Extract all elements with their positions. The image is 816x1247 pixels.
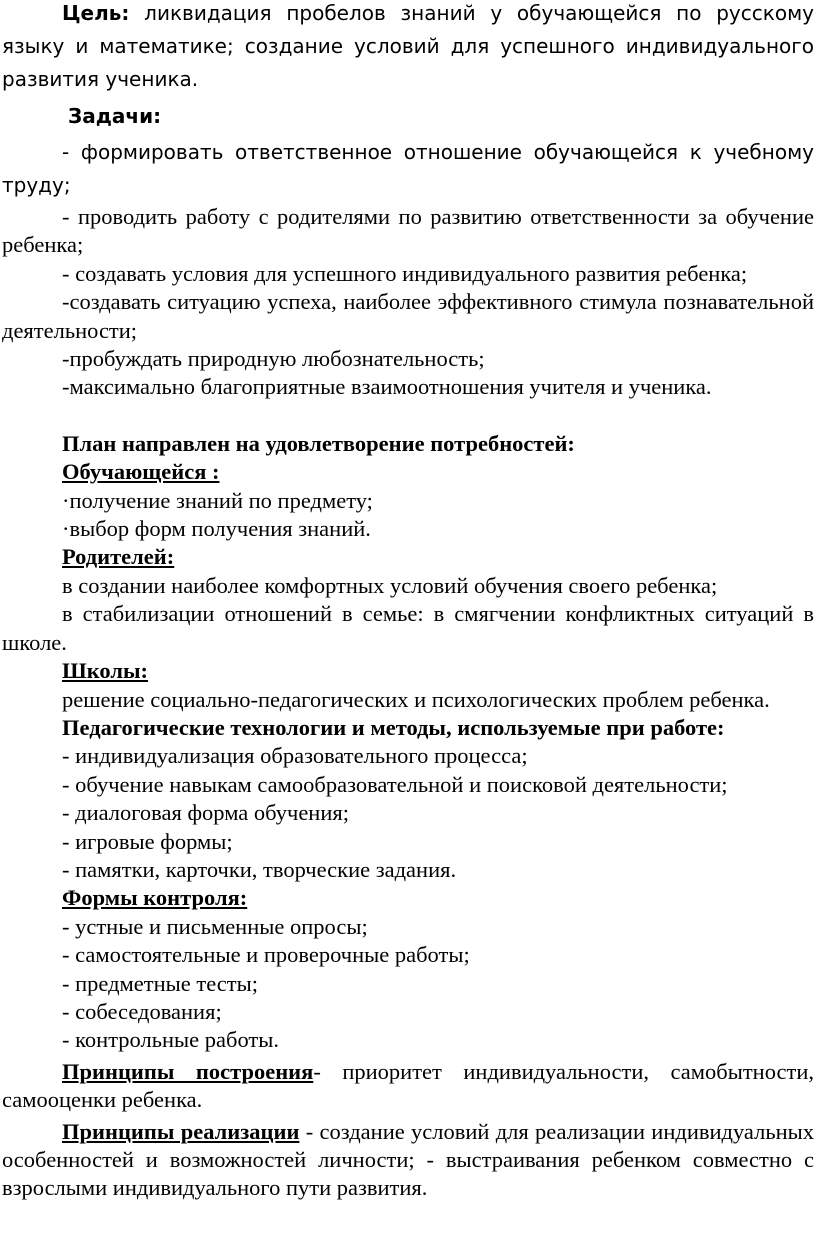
plan-title: План направлен на удовлетворение потребностей: xyxy=(62,430,575,456)
tasks-title: Задачи: xyxy=(68,104,162,128)
goal-label: Цель: xyxy=(62,1,130,25)
control-item: - контрольные работы. xyxy=(62,1027,279,1053)
principles-build-text: - приоритет индивидуальности, самобытности, самооценки ребенка. xyxy=(2,1058,815,1113)
task-item: - проводить работу с родителями по развитию ответственности за обучение ребенка; xyxy=(2,204,814,258)
methods-item: - памятки, карточки, творческие задания. xyxy=(62,856,457,882)
methods-item: - игровые формы; xyxy=(62,828,233,854)
plan-school-item: решение социально-педагогических и психологических проблем ребенка. xyxy=(62,686,770,712)
control-title: Формы контроля: xyxy=(62,885,248,911)
control-item: - устные и письменные опросы; xyxy=(62,913,368,939)
plan-school-label: Школы: xyxy=(62,658,149,684)
plan-student-label-line xyxy=(2,458,814,486)
task-item: -создавать ситуацию успеха, наиболее эффективного стимула познавательной деятельности; xyxy=(2,289,814,343)
plan-student-item: ·получение знаний по предмету; xyxy=(62,487,373,513)
plan-parents-label-line xyxy=(2,543,814,571)
methods-title: Педагогические технологии и методы, используемые при работе: xyxy=(62,714,725,740)
plan-parents-item: в стабилизации отношений в семье: в смягчении конфликтных ситуаций в школе. xyxy=(2,601,814,655)
plan-parents-item: в создании наиболее комфортных условий обучения своего ребенка; xyxy=(62,572,718,598)
control-title-line xyxy=(2,884,814,912)
task-item: -максимально благоприятные взаимоотношения учителя и ученика. xyxy=(62,374,712,400)
task-item: -пробуждать природную любознательность; xyxy=(62,346,485,372)
tasks-title-line xyxy=(2,100,814,133)
control-item: - предметные тесты; xyxy=(62,970,258,996)
control-item: - самостоятельные и проверочные работы; xyxy=(62,942,470,968)
methods-item: - индивидуализация образовательного процесса; xyxy=(62,743,528,769)
goal-paragraph xyxy=(2,0,814,96)
plan-student-item: ·выбор форм получения знаний. xyxy=(62,516,371,542)
principles-build-paragraph xyxy=(2,1058,814,1115)
spacer xyxy=(2,402,814,430)
plan-parents-label: Родителей: xyxy=(62,544,175,570)
methods-item: - обучение навыкам самообразовательной и поисковой деятельности; xyxy=(62,771,728,797)
methods-item: - диалоговая форма обучения; xyxy=(62,800,349,826)
plan-title-line xyxy=(2,430,814,458)
principles-impl-label: Принципы реализации xyxy=(62,1118,300,1144)
principles-impl-text: - создание условий для реализации индивидуальных особенностей и возможностей личности; - выстраивания ребенком совместно с взрослыми индивидуального пути развития. xyxy=(2,1118,815,1201)
principles-build-label: Принципы построения xyxy=(62,1058,314,1084)
goal-text: ликвидация пробелов знаний у обучающейся по русскому языку и математике; создание условий для успешного индивидуального развития ученика. xyxy=(2,1,814,91)
plan-student-label: Обучающейся : xyxy=(62,459,220,485)
plan-school-label-line xyxy=(2,657,814,685)
task-item: - формировать ответственное отношение обучающейся к учебному труду; xyxy=(2,140,814,197)
control-item: - собеседования; xyxy=(62,998,222,1024)
task-item: - создавать условия для успешного индивидуального развития ребенка; xyxy=(62,260,748,286)
methods-title-line xyxy=(2,714,814,742)
principles-impl-paragraph xyxy=(2,1118,814,1203)
